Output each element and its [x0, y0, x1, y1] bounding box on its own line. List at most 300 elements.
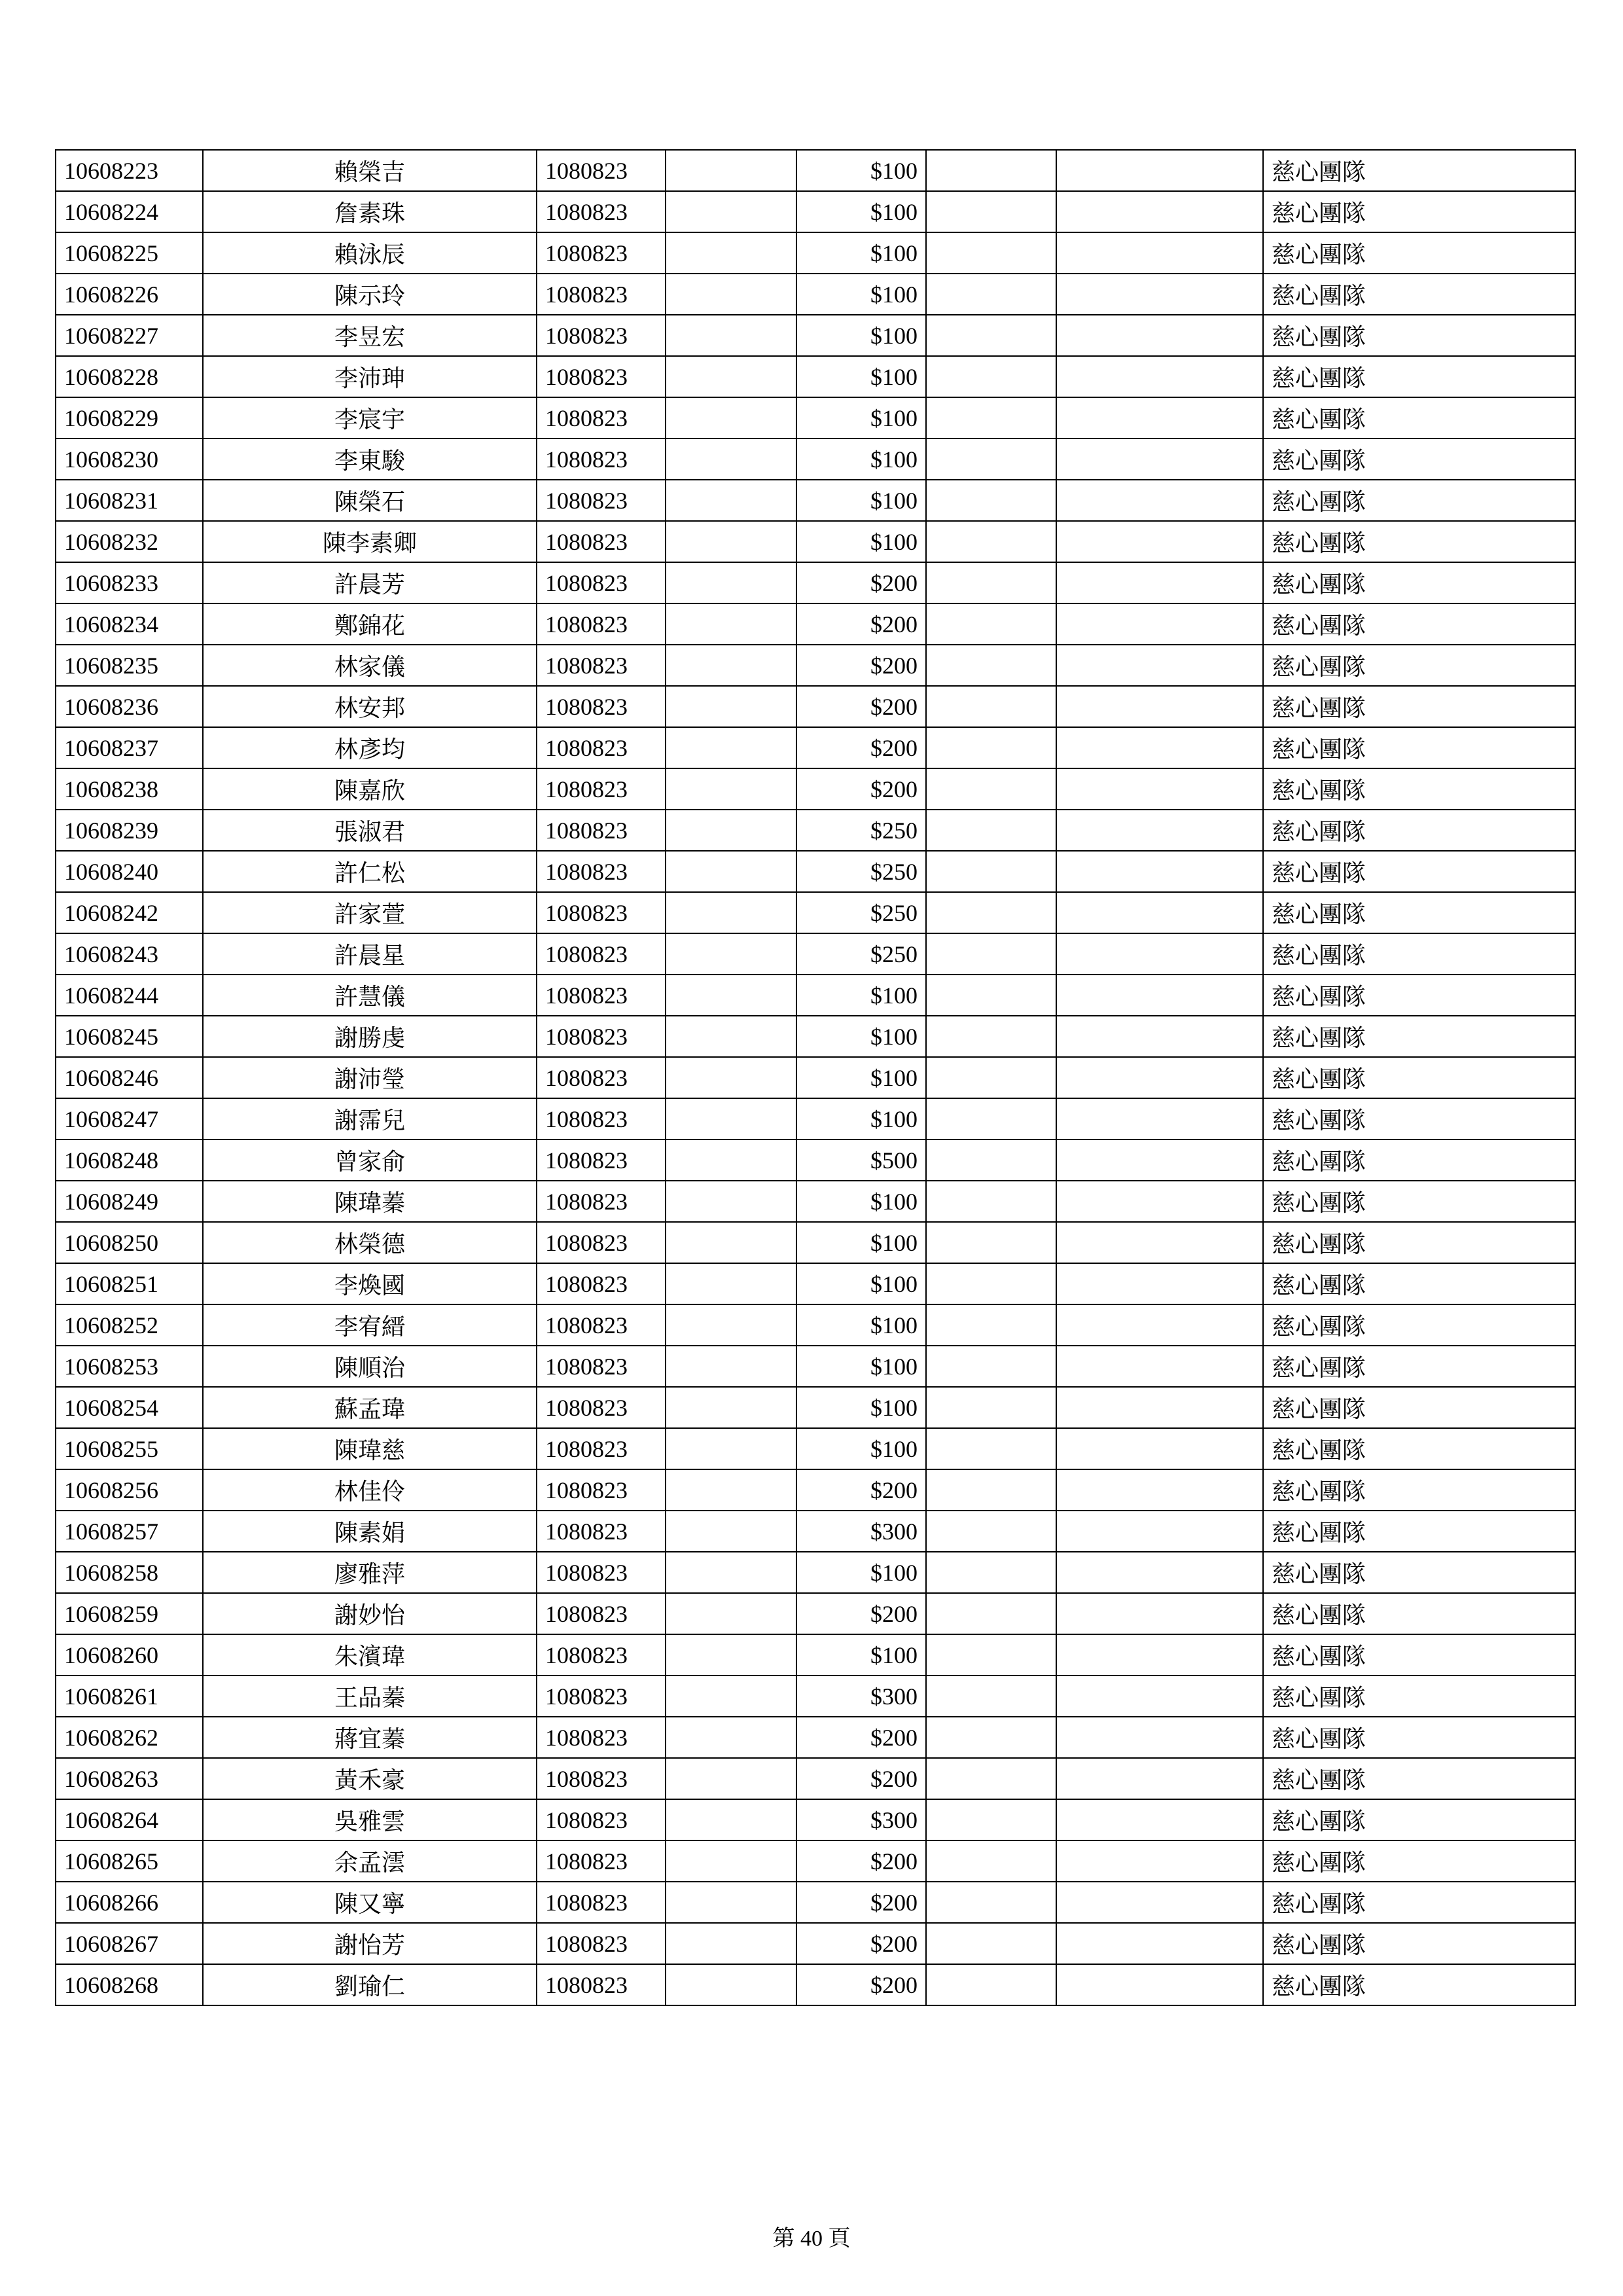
date-cell: 1080823 — [537, 562, 666, 603]
date-cell: 1080823 — [537, 315, 666, 356]
empty-cell — [926, 356, 1056, 397]
empty-cell — [1056, 1346, 1263, 1387]
table-row — [56, 356, 1575, 397]
donor-name-cell: 吳雅雲 — [203, 1799, 537, 1840]
receipt-number-cell: 10608264 — [56, 1799, 203, 1840]
amount-cell: $100 — [796, 439, 926, 480]
amount-cell: $100 — [796, 1098, 926, 1139]
empty-cell — [1056, 1016, 1263, 1057]
donor-name-cell: 謝霈兒 — [203, 1098, 537, 1139]
receipt-number-cell: 10608232 — [56, 521, 203, 562]
donor-name-cell: 陳榮石 — [203, 480, 537, 521]
empty-cell — [926, 1181, 1056, 1222]
donor-name-cell: 曾家俞 — [203, 1139, 537, 1181]
donor-name-cell: 許仁松 — [203, 851, 537, 892]
empty-cell — [666, 315, 796, 356]
amount-cell: $100 — [796, 1181, 926, 1222]
empty-cell — [926, 1676, 1056, 1717]
receipt-number-cell: 10608251 — [56, 1263, 203, 1304]
date-cell: 1080823 — [537, 1717, 666, 1758]
empty-cell — [666, 768, 796, 810]
amount-cell: $300 — [796, 1799, 926, 1840]
donor-name-cell: 林彥均 — [203, 727, 537, 768]
empty-cell — [1056, 1882, 1263, 1923]
empty-cell — [1056, 397, 1263, 439]
amount-cell: $200 — [796, 1840, 926, 1882]
empty-cell — [926, 1057, 1056, 1098]
amount-cell: $100 — [796, 1016, 926, 1057]
empty-cell — [926, 975, 1056, 1016]
date-cell: 1080823 — [537, 1098, 666, 1139]
amount-cell: $100 — [796, 975, 926, 1016]
date-cell: 1080823 — [537, 1346, 666, 1387]
empty-cell — [1056, 1428, 1263, 1469]
table-row — [56, 645, 1575, 686]
empty-cell — [926, 933, 1056, 975]
receipt-number-cell: 10608231 — [56, 480, 203, 521]
date-cell: 1080823 — [537, 1387, 666, 1428]
amount-cell: $200 — [796, 686, 926, 727]
empty-cell — [1056, 1593, 1263, 1634]
receipt-number-cell: 10608247 — [56, 1098, 203, 1139]
note-cell: 慈心團隊 — [1263, 356, 1575, 397]
empty-cell — [666, 933, 796, 975]
note-cell: 慈心團隊 — [1263, 686, 1575, 727]
date-cell: 1080823 — [537, 356, 666, 397]
empty-cell — [666, 150, 796, 191]
receipt-number-cell: 10608266 — [56, 1882, 203, 1923]
empty-cell — [926, 232, 1056, 274]
date-cell: 1080823 — [537, 975, 666, 1016]
table-row — [56, 1387, 1575, 1428]
empty-cell — [1056, 1263, 1263, 1304]
amount-cell: $250 — [796, 851, 926, 892]
date-cell: 1080823 — [537, 1882, 666, 1923]
date-cell: 1080823 — [537, 1923, 666, 1964]
empty-cell — [1056, 810, 1263, 851]
empty-cell — [926, 1139, 1056, 1181]
receipt-number-cell: 10608254 — [56, 1387, 203, 1428]
receipt-number-cell: 10608256 — [56, 1469, 203, 1511]
date-cell: 1080823 — [537, 727, 666, 768]
empty-cell — [1056, 1057, 1263, 1098]
receipt-number-cell: 10608242 — [56, 892, 203, 933]
date-cell: 1080823 — [537, 480, 666, 521]
receipt-number-cell: 10608228 — [56, 356, 203, 397]
amount-cell: $100 — [796, 1263, 926, 1304]
empty-cell — [1056, 521, 1263, 562]
amount-cell: $100 — [796, 191, 926, 232]
donor-name-cell: 李昱宏 — [203, 315, 537, 356]
amount-cell: $100 — [796, 480, 926, 521]
empty-cell — [666, 851, 796, 892]
donor-name-cell: 陳順治 — [203, 1346, 537, 1387]
donor-name-cell: 詹素珠 — [203, 191, 537, 232]
date-cell: 1080823 — [537, 892, 666, 933]
note-cell: 慈心團隊 — [1263, 1428, 1575, 1469]
date-cell: 1080823 — [537, 1469, 666, 1511]
table-row — [56, 892, 1575, 933]
receipt-number-cell: 10608258 — [56, 1552, 203, 1593]
receipt-number-cell: 10608225 — [56, 232, 203, 274]
note-cell: 慈心團隊 — [1263, 439, 1575, 480]
date-cell: 1080823 — [537, 1304, 666, 1346]
receipt-number-cell: 10608255 — [56, 1428, 203, 1469]
date-cell: 1080823 — [537, 274, 666, 315]
date-cell: 1080823 — [537, 645, 666, 686]
donor-name-cell: 許慧儀 — [203, 975, 537, 1016]
table-row — [56, 810, 1575, 851]
donor-name-cell: 廖雅萍 — [203, 1552, 537, 1593]
table-row — [56, 1923, 1575, 1964]
empty-cell — [666, 686, 796, 727]
note-cell: 慈心團隊 — [1263, 480, 1575, 521]
amount-cell: $100 — [796, 1346, 926, 1387]
donor-name-cell: 賴榮吉 — [203, 150, 537, 191]
donor-name-cell: 王品蓁 — [203, 1676, 537, 1717]
receipt-number-cell: 10608252 — [56, 1304, 203, 1346]
donor-name-cell: 蘇孟瑋 — [203, 1387, 537, 1428]
note-cell: 慈心團隊 — [1263, 191, 1575, 232]
receipt-number-cell: 10608263 — [56, 1758, 203, 1799]
donor-name-cell: 陳嘉欣 — [203, 768, 537, 810]
empty-cell — [1056, 851, 1263, 892]
empty-cell — [926, 1923, 1056, 1964]
table-row — [56, 727, 1575, 768]
table-row — [56, 480, 1575, 521]
amount-cell: $200 — [796, 562, 926, 603]
donor-name-cell: 林安邦 — [203, 686, 537, 727]
empty-cell — [926, 274, 1056, 315]
note-cell: 慈心團隊 — [1263, 1552, 1575, 1593]
table-row — [56, 1799, 1575, 1840]
note-cell: 慈心團隊 — [1263, 1964, 1575, 2005]
table-row — [56, 768, 1575, 810]
empty-cell — [666, 1511, 796, 1552]
table-row — [56, 397, 1575, 439]
table-row — [56, 191, 1575, 232]
receipt-number-cell: 10608234 — [56, 603, 203, 645]
amount-cell: $100 — [796, 150, 926, 191]
empty-cell — [926, 1552, 1056, 1593]
empty-cell — [1056, 603, 1263, 645]
table-row — [56, 1057, 1575, 1098]
note-cell: 慈心團隊 — [1263, 1304, 1575, 1346]
date-cell: 1080823 — [537, 397, 666, 439]
empty-cell — [1056, 768, 1263, 810]
table-row — [56, 439, 1575, 480]
empty-cell — [666, 1222, 796, 1263]
table-row — [56, 521, 1575, 562]
receipt-number-cell: 10608239 — [56, 810, 203, 851]
donor-name-cell: 許家萱 — [203, 892, 537, 933]
donor-name-cell: 鄭錦花 — [203, 603, 537, 645]
note-cell: 慈心團隊 — [1263, 975, 1575, 1016]
amount-cell: $100 — [796, 521, 926, 562]
note-cell: 慈心團隊 — [1263, 1758, 1575, 1799]
donor-name-cell: 李沛珅 — [203, 356, 537, 397]
empty-cell — [1056, 1181, 1263, 1222]
amount-cell: $200 — [796, 645, 926, 686]
donor-name-cell: 朱濱瑋 — [203, 1634, 537, 1676]
amount-cell: $100 — [796, 1057, 926, 1098]
donor-name-cell: 林榮德 — [203, 1222, 537, 1263]
receipt-number-cell: 10608265 — [56, 1840, 203, 1882]
empty-cell — [666, 1263, 796, 1304]
empty-cell — [666, 1428, 796, 1469]
receipt-number-cell: 10608245 — [56, 1016, 203, 1057]
empty-cell — [666, 1552, 796, 1593]
receipt-number-cell: 10608233 — [56, 562, 203, 603]
table-row — [56, 562, 1575, 603]
empty-cell — [1056, 645, 1263, 686]
empty-cell — [1056, 1222, 1263, 1263]
empty-cell — [666, 1016, 796, 1057]
empty-cell — [1056, 933, 1263, 975]
amount-cell: $250 — [796, 892, 926, 933]
date-cell: 1080823 — [537, 1552, 666, 1593]
empty-cell — [1056, 1634, 1263, 1676]
note-cell: 慈心團隊 — [1263, 1511, 1575, 1552]
note-cell: 慈心團隊 — [1263, 727, 1575, 768]
note-cell: 慈心團隊 — [1263, 562, 1575, 603]
donor-name-cell: 陳瑋慈 — [203, 1428, 537, 1469]
empty-cell — [1056, 1304, 1263, 1346]
table-row — [56, 1840, 1575, 1882]
empty-cell — [1056, 1840, 1263, 1882]
date-cell: 1080823 — [537, 1964, 666, 2005]
amount-cell: $100 — [796, 1428, 926, 1469]
empty-cell — [1056, 975, 1263, 1016]
date-cell: 1080823 — [537, 933, 666, 975]
donor-name-cell: 賴泳辰 — [203, 232, 537, 274]
table-row — [56, 1428, 1575, 1469]
empty-cell — [926, 191, 1056, 232]
date-cell: 1080823 — [537, 851, 666, 892]
amount-cell: $300 — [796, 1676, 926, 1717]
table-row — [56, 686, 1575, 727]
empty-cell — [926, 439, 1056, 480]
empty-cell — [926, 562, 1056, 603]
empty-cell — [926, 1016, 1056, 1057]
empty-cell — [666, 1964, 796, 2005]
table-row — [56, 1552, 1575, 1593]
note-cell: 慈心團隊 — [1263, 1634, 1575, 1676]
receipt-number-cell: 10608240 — [56, 851, 203, 892]
note-cell: 慈心團隊 — [1263, 851, 1575, 892]
table-row — [56, 1263, 1575, 1304]
donor-name-cell: 許晨星 — [203, 933, 537, 975]
empty-cell — [1056, 1098, 1263, 1139]
empty-cell — [1056, 1387, 1263, 1428]
donor-name-cell: 謝妙怡 — [203, 1593, 537, 1634]
date-cell: 1080823 — [537, 191, 666, 232]
amount-cell: $200 — [796, 1964, 926, 2005]
date-cell: 1080823 — [537, 1428, 666, 1469]
empty-cell — [666, 1057, 796, 1098]
date-cell: 1080823 — [537, 1511, 666, 1552]
empty-cell — [1056, 686, 1263, 727]
note-cell: 慈心團隊 — [1263, 1016, 1575, 1057]
empty-cell — [926, 1964, 1056, 2005]
note-cell: 慈心團隊 — [1263, 768, 1575, 810]
note-cell: 慈心團隊 — [1263, 521, 1575, 562]
donor-name-cell: 余孟澐 — [203, 1840, 537, 1882]
empty-cell — [666, 1758, 796, 1799]
note-cell: 慈心團隊 — [1263, 1057, 1575, 1098]
note-cell: 慈心團隊 — [1263, 315, 1575, 356]
donor-name-cell: 蔣宜蓁 — [203, 1717, 537, 1758]
note-cell: 慈心團隊 — [1263, 1840, 1575, 1882]
donor-name-cell: 陳素娟 — [203, 1511, 537, 1552]
note-cell: 慈心團隊 — [1263, 1263, 1575, 1304]
empty-cell — [666, 1304, 796, 1346]
date-cell: 1080823 — [537, 1840, 666, 1882]
empty-cell — [666, 1098, 796, 1139]
donor-name-cell: 陳李素卿 — [203, 521, 537, 562]
table-row — [56, 603, 1575, 645]
empty-cell — [666, 1882, 796, 1923]
note-cell: 慈心團隊 — [1263, 1799, 1575, 1840]
empty-cell — [666, 1799, 796, 1840]
empty-cell — [666, 480, 796, 521]
table-row — [56, 1181, 1575, 1222]
donor-name-cell: 黃禾豪 — [203, 1758, 537, 1799]
donor-name-cell: 許晨芳 — [203, 562, 537, 603]
empty-cell — [666, 645, 796, 686]
empty-cell — [926, 1840, 1056, 1882]
donation-table — [55, 149, 1576, 2006]
empty-cell — [926, 150, 1056, 191]
amount-cell: $100 — [796, 356, 926, 397]
table-row — [56, 1676, 1575, 1717]
date-cell: 1080823 — [537, 1181, 666, 1222]
date-cell: 1080823 — [537, 1758, 666, 1799]
donor-name-cell: 陳又寧 — [203, 1882, 537, 1923]
empty-cell — [926, 603, 1056, 645]
date-cell: 1080823 — [537, 439, 666, 480]
receipt-number-cell: 10608249 — [56, 1181, 203, 1222]
empty-cell — [926, 1882, 1056, 1923]
receipt-number-cell: 10608236 — [56, 686, 203, 727]
empty-cell — [1056, 1676, 1263, 1717]
amount-cell: $100 — [796, 1634, 926, 1676]
empty-cell — [926, 1098, 1056, 1139]
donor-name-cell: 李煥國 — [203, 1263, 537, 1304]
empty-cell — [1056, 1758, 1263, 1799]
receipt-number-cell: 10608237 — [56, 727, 203, 768]
amount-cell: $200 — [796, 1469, 926, 1511]
table-row — [56, 1222, 1575, 1263]
amount-cell: $250 — [796, 810, 926, 851]
empty-cell — [666, 892, 796, 933]
empty-cell — [1056, 480, 1263, 521]
table-row — [56, 1098, 1575, 1139]
empty-cell — [666, 232, 796, 274]
donor-name-cell: 林佳伶 — [203, 1469, 537, 1511]
receipt-number-cell: 10608253 — [56, 1346, 203, 1387]
amount-cell: $100 — [796, 1304, 926, 1346]
empty-cell — [1056, 439, 1263, 480]
receipt-number-cell: 10608227 — [56, 315, 203, 356]
empty-cell — [1056, 1139, 1263, 1181]
empty-cell — [666, 1346, 796, 1387]
receipt-number-cell: 10608259 — [56, 1593, 203, 1634]
empty-cell — [666, 1717, 796, 1758]
receipt-number-cell: 10608262 — [56, 1717, 203, 1758]
amount-cell: $250 — [796, 933, 926, 975]
empty-cell — [1056, 191, 1263, 232]
table-row — [56, 1593, 1575, 1634]
amount-cell: $200 — [796, 1882, 926, 1923]
amount-cell: $100 — [796, 1552, 926, 1593]
donor-name-cell: 謝沛瑩 — [203, 1057, 537, 1098]
table-row — [56, 1346, 1575, 1387]
amount-cell: $200 — [796, 1923, 926, 1964]
amount-cell: $200 — [796, 1717, 926, 1758]
amount-cell: $500 — [796, 1139, 926, 1181]
empty-cell — [926, 1469, 1056, 1511]
empty-cell — [926, 810, 1056, 851]
empty-cell — [1056, 356, 1263, 397]
empty-cell — [666, 274, 796, 315]
empty-cell — [926, 727, 1056, 768]
amount-cell: $200 — [796, 603, 926, 645]
empty-cell — [926, 480, 1056, 521]
note-cell: 慈心團隊 — [1263, 933, 1575, 975]
empty-cell — [1056, 892, 1263, 933]
date-cell: 1080823 — [537, 686, 666, 727]
empty-cell — [1056, 562, 1263, 603]
note-cell: 慈心團隊 — [1263, 232, 1575, 274]
receipt-number-cell: 10608260 — [56, 1634, 203, 1676]
empty-cell — [666, 1139, 796, 1181]
empty-cell — [926, 851, 1056, 892]
note-cell: 慈心團隊 — [1263, 1923, 1575, 1964]
amount-cell: $100 — [796, 232, 926, 274]
empty-cell — [926, 892, 1056, 933]
empty-cell — [926, 1387, 1056, 1428]
note-cell: 慈心團隊 — [1263, 603, 1575, 645]
amount-cell: $100 — [796, 315, 926, 356]
receipt-number-cell: 10608226 — [56, 274, 203, 315]
note-cell: 慈心團隊 — [1263, 1387, 1575, 1428]
empty-cell — [926, 1593, 1056, 1634]
donor-name-cell: 謝勝虔 — [203, 1016, 537, 1057]
receipt-number-cell: 10608230 — [56, 439, 203, 480]
table-row — [56, 274, 1575, 315]
empty-cell — [666, 975, 796, 1016]
date-cell: 1080823 — [537, 810, 666, 851]
table-row — [56, 1139, 1575, 1181]
table-row — [56, 1304, 1575, 1346]
table-row — [56, 1634, 1575, 1676]
amount-cell: $100 — [796, 274, 926, 315]
empty-cell — [926, 1428, 1056, 1469]
empty-cell — [1056, 1511, 1263, 1552]
receipt-number-cell: 10608224 — [56, 191, 203, 232]
table-row — [56, 933, 1575, 975]
empty-cell — [1056, 1552, 1263, 1593]
empty-cell — [666, 397, 796, 439]
empty-cell — [1056, 1964, 1263, 2005]
note-cell: 慈心團隊 — [1263, 645, 1575, 686]
empty-cell — [666, 191, 796, 232]
donor-name-cell: 李東駿 — [203, 439, 537, 480]
amount-cell: $100 — [796, 1387, 926, 1428]
receipt-number-cell: 10608238 — [56, 768, 203, 810]
receipt-number-cell: 10608223 — [56, 150, 203, 191]
